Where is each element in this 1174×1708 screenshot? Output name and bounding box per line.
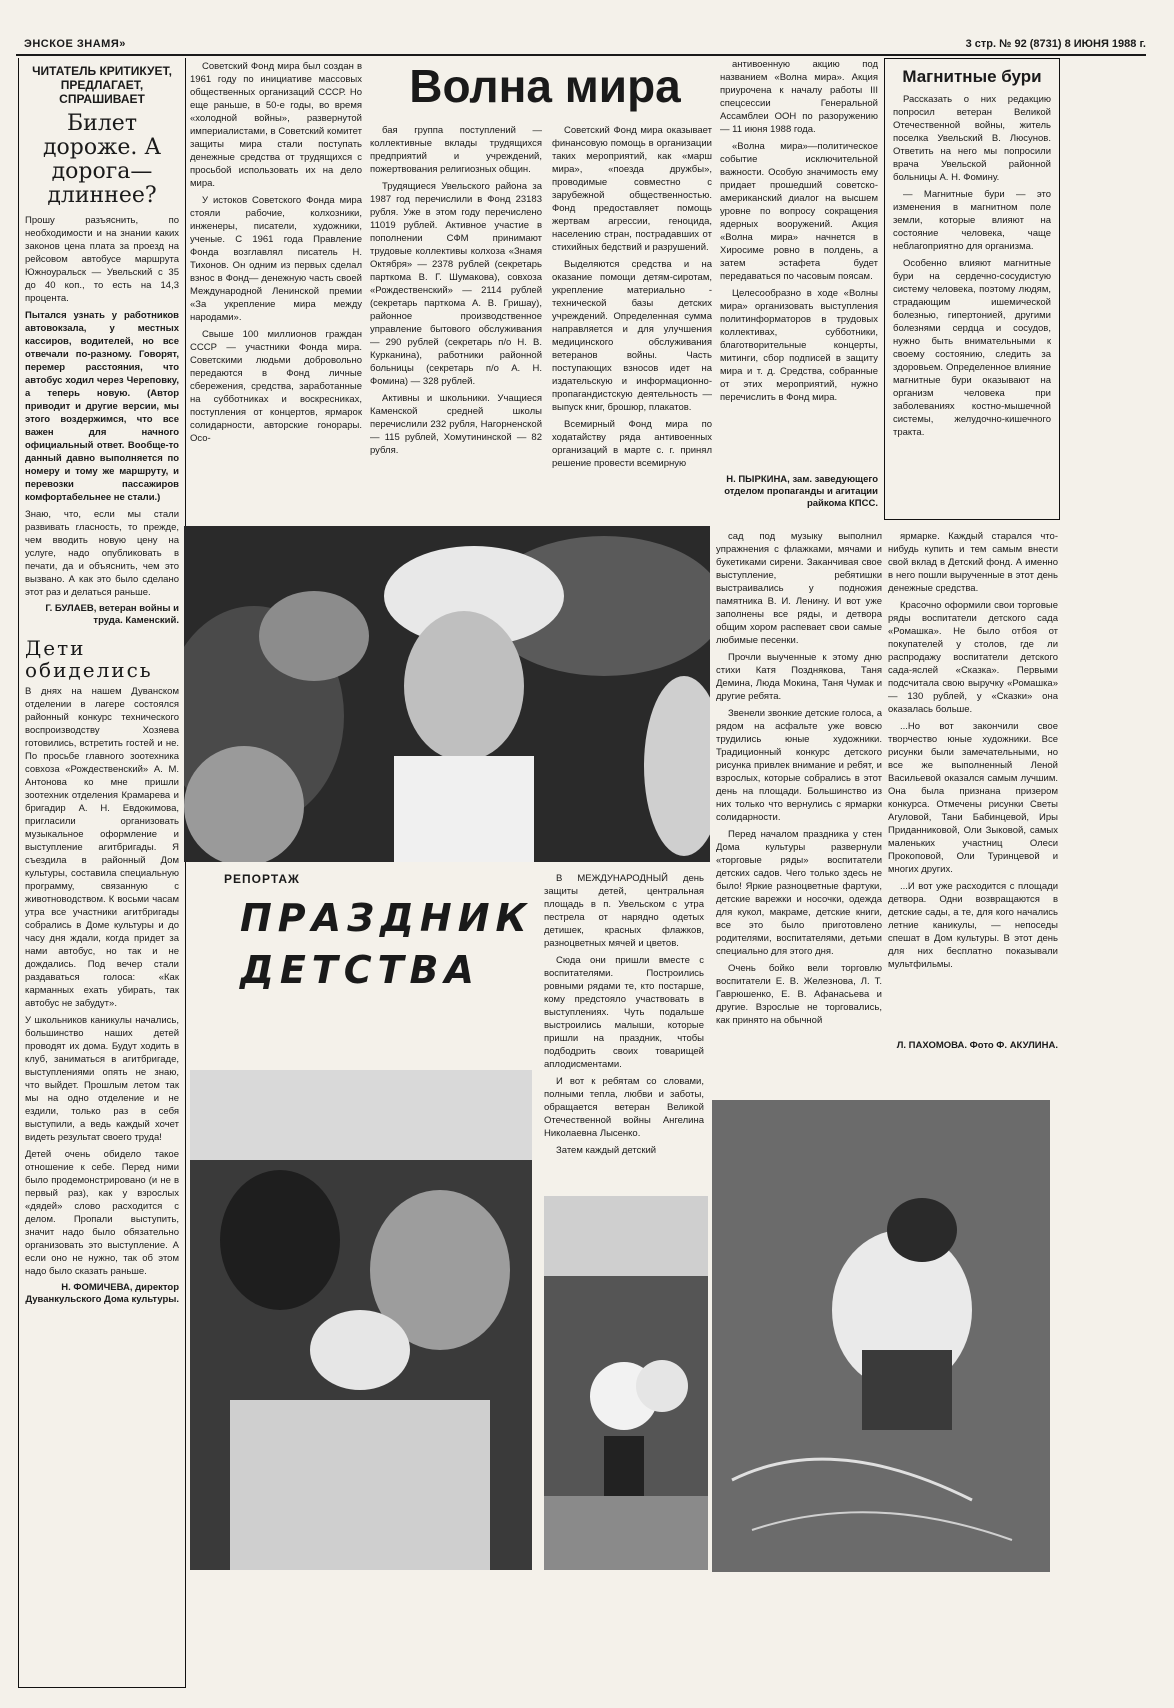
letter1-title: Билет дороже. А дорога— длиннее?: [42, 111, 162, 208]
article1-column-4: [720, 58, 878, 468]
article1-para: Советский Фонд мира оказывает финансовую помощь в организации таких мероприятий, как «марш мира», «поезда дружбы», проводимые совместно с зарубежной общественностью. Фонд предоставляет помощь жертвам агрессии, геноцида, населению стран, пострадавших от стихийных бедствий и разрушений.: [552, 125, 712, 253]
article1-para: бая группа поступлений — коллективные вклады трудящихся предприятий и учреждений, пожертвования религиозных общин.: [370, 125, 542, 175]
newspaper-name: ЭНСКОЕ ЗНАМЯ»: [24, 38, 126, 50]
article2-para: В МЕЖДУНАРОДНЫЙ день защиты детей, центральная площадь в п. Увельском с утра пестрела от нарядно одетых детишек, красных флажков, разноцветных мячей и цветов.: [544, 873, 704, 949]
article2-para: сад под музыку выполнил упражнения с флажками, мячами и букетиками сирени. Заканчивая свое выступление, ребятишки выстраивались у подножия памятника В. И. Ленину. И вот уже заполнены все ряды, и детвора общим хором распевает свои самые любимые песенки.: [716, 531, 882, 646]
article1-para: антивоенную акцию под названием «Волна мира». Акция приурочена к началу работы III спецсессии Генеральной Ассамблеи ООН по разоружению — 11 июня 1988 года.: [720, 59, 878, 135]
article2-column-2: [716, 530, 882, 1092]
article1-para: Трудящиеся Увельского района за 1987 год перечислили в Фонд 23183 рубля. Уже в этом году перечислено 11019 рублей. Активное участие в пополнении СФМ принимают трудовые коллективы колхоза «Знамя Октября» — 2378 рублей (секретарь парткома В. Г. Шумакова), совхоза «Рождественский» — 2114 рублей (секретарь парткома А. В. Гришау), районное производственное управление бытового обслуживания — 290 рублей (секретарь п/о Н. В. Курканина), работники районной больницы (секретарь п/о А. Н. Фомина) — 328 рублей.: [370, 181, 542, 387]
rubric-label: РЕПОРТАЖ: [224, 872, 300, 886]
letter1-para: Прошу разъяснить, по необходимости и на знании каких законов цена плата за проезд на рейсовом автобусе маршрута Южноуральск — Увельский с 35 до 40 коп., то есть на 14,3 процента.: [25, 215, 179, 304]
article1-para: Советский Фонд мира был создан в 1961 году по инициативе массовых общественных организаций СССР. Но еще раньше, в 50-е годы, во время «холодной войны», развернутой империалистами, в Советский комитет защиты мира стали поступать денежные средства от трудящихся с просьбой использовать их на дело мира.: [190, 61, 362, 189]
article1-para: Свыше 100 миллионов граждан СССР — участники Фонда мира. Советскими людьми добровольно передаются в Фонд личные сбережения, средства, заработанные на субботниках и воскресниках, поступления от концертов, ярмарок солидарности, авторские гонорары. Осо-: [190, 329, 362, 444]
box-title: Магнитные бури: [902, 67, 1042, 86]
article2-para: ...И вот уже расходится с площади детвора. Одни возвращаются в детские сады, а те, для кого начались летние каникулы, — непоседы спешат в Дом культуры. В этот день для них бесплатно показывали мультфильмы.: [888, 881, 1058, 970]
article1-para: Выделяются средства и на оказание помощи детям-сиротам, укрепление материально - технической базы детских учреждений. Определенная сумма направляется и для улучшения медицинского обслуживания ветеранов войны. Часть поступающих взносов идет на издательскую и информационно-пропагандистскую деятельность — выпуск книг, брошюр, плакатов.: [552, 259, 712, 413]
article2-para: Затем каждый детский: [556, 1145, 657, 1156]
column-kicker: ЧИТАТЕЛЬ КРИТИКУЕТ, ПРЕДЛАГАЕТ, СПРАШИВАЕТ: [32, 64, 172, 106]
article2-signature: Л. ПАХОМОВА. Фото Ф. АКУЛИНА.: [896, 1040, 1058, 1051]
article1-column-1: [190, 60, 362, 520]
letter1-signature: Г. БУЛАЕВ, ветеран войны и труда. Каменский.: [45, 603, 179, 626]
article2-headline: ПРАЗДНИК ДЕТСТВА: [240, 896, 533, 992]
article1-para: «Волна мира»—политическое событие исключительной важности. Особую значимость ему придает прошедший советско-американский диалог на высшем уровне по вопросу сокращения ядерных вооружений. Акция «Волна мира» начнется в Хиросиме ровно в полдень, а затем эстафета будет передаваться по часовым поясам.: [720, 141, 878, 282]
letter2-para: В днях на нашем Дуванском отделении в лагере состоялся районный конкурс технического воспроизводству Хозяева готовились, встретить гостей и не. По просьбе главного зоотехника совхоза «Рождественский» А. М. Антонова ко мне пришли зоотехник отделения Крамарева и бригадир А. Н. Евдокимова, пригласили организовать музыкальное оформление и выступление агитбригады. Я съездила в районный Дом культуры, составила специальную программу, связанную с животноводством. К восьми часам утра все участники агитбригады собрались в Доме культуры и до часу дня ждали, когда придет за нами автобус, но так и не дождались. Под вечер стали раздаваться голоса: «Как карманных ехать убирать, так автобус не забудут».: [25, 686, 179, 1009]
article2-para: Прочли выученные к этому дню стихи Катя Позднякова, Таня Демина, Люда Мокина, Таня Чумак и другие ребята.: [716, 652, 882, 702]
article2-para: Очень бойко вели торговлю воспитатели Е. В. Железнова, Л. Т. Гаврюшенко, Е. В. Афанасьева и другие. Взрослые не торговались, как принято на обычной: [716, 963, 882, 1026]
article2-para: ярмарке. Каждый старался что-нибудь купить и тем самым внести свой вклад в Детский фонд. А именно в него пошли вырученные в этот день денежные средства.: [888, 531, 1058, 594]
article2-para: Перед началом праздника у стен Дома культуры развернули «торговые ряды» воспитатели детских садов. Чего только здесь не было! Яркие разноцветные фартуки, детские варежки и носочки, одежда для кукол, макраме, детские книги, все это было приготовлено родителями, воспитателями, детьми специально для этого дня.: [716, 829, 882, 957]
masthead: [16, 36, 1146, 54]
article1-para: Всемирный Фонд мира по ходатайству ряда антивоенных организаций в марте с. г. принял решение провести всемирную: [552, 419, 712, 469]
magnetic-storms-box: [884, 58, 1060, 520]
issue-info: 3 стр. № 92 (8731) 8 ИЮНЯ 1988 г.: [965, 38, 1146, 50]
photo-chalk-drawing: [712, 1100, 1050, 1572]
article2-para: Красочно оформили свои торговые ряды воспитатели детского сада «Ромашка». Не было отбоя от покупателей у столов, где ли распродажу воспитатели детского сада-яслей «Сказка». Первыми подсчитала свою выручку «Ромашка» — 130 рублей, у «Сказки» она оказалась больше.: [888, 600, 1058, 715]
letter2-signature: Н. ФОМИЧЕВА, директор Дуванкульского Дома культуры.: [25, 1282, 179, 1305]
article2-para: И вот к ребятам со словами, полными тепла, любви и заботы, обращается ветеран Великой Отечественной войны Ангелина Николаевна Лысенко.: [544, 1076, 704, 1139]
article1-para: Целесообразно в ходе «Волны мира» организовать выступления политинформаторов в трудовых коллективах, субботники, благотворительные концерты, митинги, сбор подписей в защиту мира и т. д. Средства, собранные от этих мероприятий, нужно перечислить в Фонд мира.: [720, 288, 878, 403]
article2-para: Сюда они пришли вместе с воспитателями. Построились ровными рядами те, кто постарше, кому предстояло участвовать в выступлениях. Чуть подальше выстроились малыши, которые пришли на праздник, чтобы подбодрить своих товарищей аплодисментами.: [544, 955, 704, 1070]
letter1-para: Пытался узнать у работников автовокзала, у местных кассиров, водителей, но все отвечали по-разному. Говорят, перемер расстояния, что автобус ходил через Череповку, а теперь новую. (Автор приводит и другие версии, мы этого воздержимся, что все важен для начного официальный ответ. Вообще-то данный давно выполняется по номеру и тому же маршруту, и перевозки пассажиров комфортабельнее не стали.): [25, 310, 179, 503]
letter2-para: Детей очень обидело такое отношение к себе. Перед ними было продемонстрировано (и не в первый раз), как у взрослых «дядей» слово расходится с делом. Пропали выступить, значит надо было обязательно организовать это выступление. А если оно не нужно, так об этом надо было сказать раньше.: [25, 1149, 179, 1277]
readers-column: [18, 58, 186, 1688]
article2-para: Звенели звонкие детские голоса, а рядом на асфальте уже вовсю трудились юные художники. Традиционный конкурс детского рисунка привлек внимание и ребят, и взрослых, которые собрались в этот день на площади. Большинство из них только что вернулись с ярмарки солидарности.: [716, 708, 882, 823]
article2-column-3: [888, 530, 1058, 1030]
letter1-para: Знаю, что, если мы стали развивать гласность, то прежде, чем вводить новую цену на услуге, надо опубликовать в печати, да и объяснить, чем это вызвано. А как это было сделано этот раз и делаться раньше.: [25, 509, 179, 598]
header-rule: [16, 54, 1146, 56]
letter2-title: Дети обиделись: [25, 636, 153, 682]
letter2-para: У школьников каникулы начались, большинство наших детей проводят их дома. Будут ходить в клуб, заниматься в агитбригаде, выступлениями опять не знаю, что выйдет. Прошлым летом так мы на одно отделение и не ездили, только раз в себя выступили, а ведь каждый хочет видеть результат своего труда!: [25, 1015, 179, 1143]
article1-headline: Волна мира: [409, 60, 681, 112]
box-para: — Магнитные бури — это изменения в магнитном поле земли, которые влияют на состояние человека, чаще неблагоприятно для организма.: [893, 189, 1051, 252]
photo-children: [184, 526, 710, 862]
photo-balloons: [544, 1196, 708, 1570]
box-para: Рассказать о них редакцию попросил ветеран Великой Отечественной войны, житель поселка Увельский В. Люсунов. Ответить на него мы попросили врача Увельской районной больницы А. Н. Фомину.: [893, 94, 1051, 183]
article1-para: Активны и школьники. Учащиеся Каменской средней школы перечислили 232 рубля, Нагорненской — 115 рублей, Хомутининской — 82 рубля.: [370, 393, 542, 456]
article2-column-1: [544, 872, 704, 1190]
box-para: Особенно влияют магнитные бури на сердечно-сосудистую систему человека, поэтому людям, страдающим ишемической болезнью, гипертонией, другими болезнями сердца и сосудов, нужно быть внимательными к своему состоянию, следить за здоровьем. Определенное влияние магнитные бури оказывают на организм человека при заболеваниях костно-мышечной системы, желудочно-кишечного тракта.: [893, 258, 1051, 438]
photo-market: [190, 1070, 532, 1570]
article1-signature: Н. ПЫРКИНА, зам. заведующего отделом пропаганды и агитации райкома КПСС.: [724, 474, 878, 509]
article1-para: У истоков Советского Фонда мира стояли рабочие, колхозники, инженеры, писатели, художники, ученые. С 1961 года Правление Фонда возглавлял писатель Н. Тихонов. Он одним из первых сделал взнос в Фонд— денежную часть своей Международной Ленинской премии «За укрепление мира между народами».: [190, 195, 362, 323]
article1-column-2: [370, 124, 542, 520]
article2-para: ...Но вот закончили свое творчество юные художники. Все рисунки были замечательными, но все же выполненный Леной Васильевой оказался самым лучшим. Она была признана призером конкурса. Отмечены рисунки Светы Агуловой, Тани Бабинцевой, Иры Приданниковой, Оли Зыковой, самых маленьких участниц Олеси Прокоповой, Оли Туринцевой и многих других.: [888, 721, 1058, 875]
article1-column-3: [552, 124, 712, 520]
